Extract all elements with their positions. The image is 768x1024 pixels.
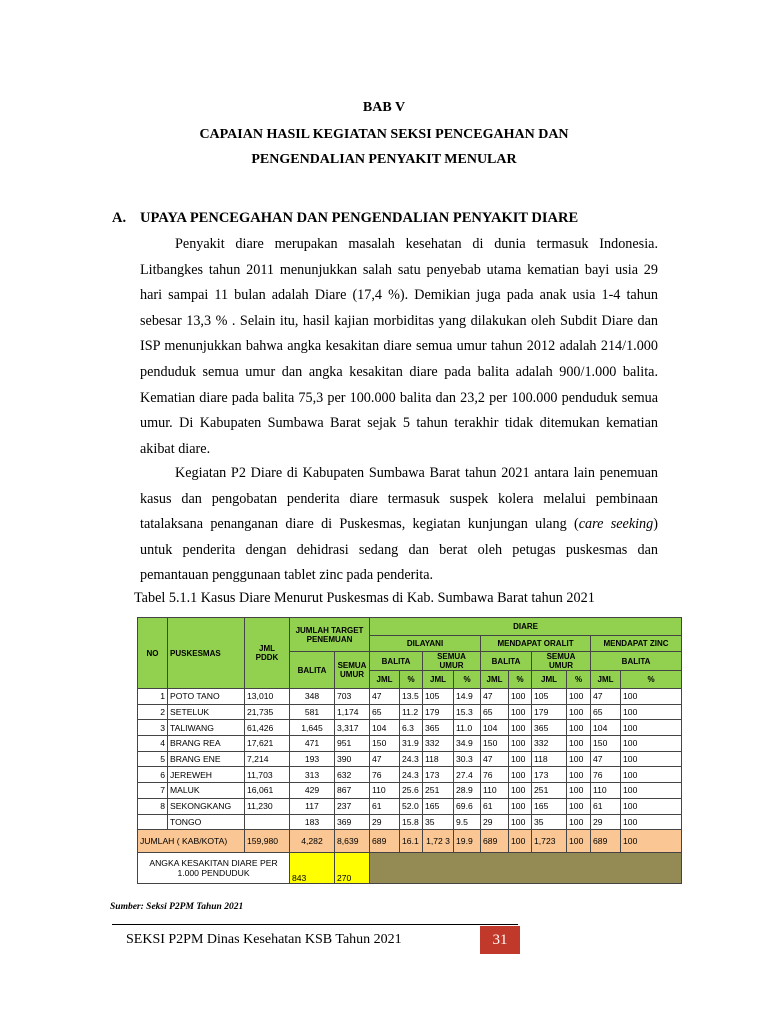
cell-zb: 110 (591, 783, 621, 799)
cell-pddk: 11,703 (245, 767, 290, 783)
cell-obp: 100 (509, 736, 532, 752)
col-diare: DIARE (370, 618, 682, 636)
oralit-semua: SEMUA UMUR (532, 652, 591, 671)
morbidity-row (138, 853, 682, 884)
sub-jml: JML (591, 671, 621, 689)
target-semua: SEMUA UMUR (335, 652, 370, 689)
total-pddk: 159,980 (245, 830, 290, 853)
cell-dsp: 11.0 (454, 720, 481, 736)
cell-ob: 29 (481, 814, 509, 830)
oralit-balita: BALITA (481, 652, 532, 671)
cell-db: 65 (370, 704, 400, 720)
cell-name: MALUK (168, 783, 245, 799)
cell-pddk: 13,010 (245, 689, 290, 705)
cell-name: BRANG ENE (168, 751, 245, 767)
cell-ob: 76 (481, 767, 509, 783)
cell-os: 35 (532, 814, 567, 830)
cell-zb: 150 (591, 736, 621, 752)
sub-pct: % (509, 671, 532, 689)
total-dsp: 19.9 (454, 830, 481, 853)
cell-ds: 251 (423, 783, 454, 799)
total-db: 689 (370, 830, 400, 853)
cell-ds: 173 (423, 767, 454, 783)
cell-dbp: 52.0 (400, 798, 423, 814)
cell-name: TONGO (168, 814, 245, 830)
cell-no: 2 (138, 704, 168, 720)
section-title: UPAYA PENCEGAHAN DAN PENGENDALIAN PENYAKIT DIARE (140, 210, 579, 226)
cell-zbp: 100 (621, 736, 682, 752)
cell-tb: 313 (290, 767, 335, 783)
table-row (138, 798, 682, 814)
dilayani-semua: SEMUA UMUR (423, 652, 481, 671)
col-zinc: MENDAPAT ZINC (591, 636, 682, 652)
cell-zb: 47 (591, 751, 621, 767)
cell-dbp: 13.5 (400, 689, 423, 705)
cell-name: JEREWEH (168, 767, 245, 783)
footer-divider (112, 924, 518, 925)
cell-tb: 429 (290, 783, 335, 799)
morbidity-label: ANGKA KESAKITAN DIARE PER 1.000 PENDUDUK (138, 853, 290, 884)
cell-ts: 390 (335, 751, 370, 767)
total-zb: 689 (591, 830, 621, 853)
cell-ts: 369 (335, 814, 370, 830)
col-no: NO (138, 618, 168, 689)
cell-no: 8 (138, 798, 168, 814)
cell-zb: 65 (591, 704, 621, 720)
cell-zbp: 100 (621, 720, 682, 736)
cell-db: 29 (370, 814, 400, 830)
cell-ds: 179 (423, 704, 454, 720)
cell-os: 173 (532, 767, 567, 783)
cell-dsp: 34.9 (454, 736, 481, 752)
cell-zbp: 100 (621, 751, 682, 767)
cell-name: POTO TANO (168, 689, 245, 705)
section-heading (112, 210, 578, 227)
cell-zb: 47 (591, 689, 621, 705)
cell-ds: 365 (423, 720, 454, 736)
sub-pct: % (621, 671, 682, 689)
total-obp: 100 (509, 830, 532, 853)
cell-no: 4 (138, 736, 168, 752)
cell-obp: 100 (509, 689, 532, 705)
col-jml-pddk: JML PDDK (245, 618, 290, 689)
total-ts: 8,639 (335, 830, 370, 853)
cell-os: 251 (532, 783, 567, 799)
cell-ob: 61 (481, 798, 509, 814)
cell-zbp: 100 (621, 767, 682, 783)
cell-no: 5 (138, 751, 168, 767)
total-osp: 100 (567, 830, 591, 853)
total-zbp: 100 (621, 830, 682, 853)
sub-jml: JML (423, 671, 454, 689)
col-oralit: MENDAPAT ORALIT (481, 636, 591, 652)
cell-ob: 110 (481, 783, 509, 799)
cell-no: 3 (138, 720, 168, 736)
col-target: JUMLAH TARGET PENEMUAN (290, 618, 370, 652)
cell-zb: 76 (591, 767, 621, 783)
cell-ob: 47 (481, 689, 509, 705)
cell-no: 7 (138, 783, 168, 799)
cell-dbp: 24.3 (400, 767, 423, 783)
table-row (138, 736, 682, 752)
cell-dsp: 27.4 (454, 767, 481, 783)
morbidity-semua: 270 (335, 853, 370, 884)
table-row (138, 751, 682, 767)
total-dbp: 16.1 (400, 830, 423, 853)
page-number: 31 (480, 926, 520, 954)
cell-dsp: 9.5 (454, 814, 481, 830)
cell-dbp: 11.2 (400, 704, 423, 720)
target-balita: BALITA (290, 652, 335, 689)
cell-os: 118 (532, 751, 567, 767)
total-ds: 1,72 3 (423, 830, 454, 853)
cell-osp: 100 (567, 704, 591, 720)
table-source: Sumber: Seksi P2PM Tahun 2021 (110, 902, 244, 912)
sub-jml: JML (532, 671, 567, 689)
total-os: 1,723 (532, 830, 567, 853)
cell-obp: 100 (509, 704, 532, 720)
cell-ds: 332 (423, 736, 454, 752)
cell-dsp: 30.3 (454, 751, 481, 767)
cell-obp: 100 (509, 720, 532, 736)
cell-dbp: 25.6 (400, 783, 423, 799)
total-tb: 4,282 (290, 830, 335, 853)
cell-pddk: 17,621 (245, 736, 290, 752)
cell-pddk (245, 814, 290, 830)
sub-pct: % (454, 671, 481, 689)
table-row (138, 783, 682, 799)
table-row (138, 767, 682, 783)
table-row (138, 704, 682, 720)
paragraph-1: Penyakit diare merupakan masalah kesehatan di dunia termasuk Indonesia. Litbangkes tahun 2011 menunjukkan salah satu penyebab utama kematian bayi usia 29 hari sampai 11 bulan adalah Diare (17,4 %). Demikian juga pada anak usia 1-4 tahun sebesar 13,3 % . Selain itu, hasil kajian morbiditas yang dilakukan oleh Subdit Diare dan ISP menunjukkan bahwa angka kesakitan diare semua umur tahun 2012 adalah 214/1.000 penduduk semua umur dan angka kesakitan diare pada balita adalah 900/1.000 balita. Kematian diare pada balita 75,3 per 100.000 balita dan 23,2 per 100.000 penduduk semua umur. Di Kabupaten Sumbawa Barat sejak 5 tahun terakhir tidak ditemukan kematian akibat diare. (140, 236, 658, 457)
cell-name: BRANG REA (168, 736, 245, 752)
cell-os: 165 (532, 798, 567, 814)
table-caption: Tabel 5.1.1 Kasus Diare Menurut Puskesmas di Kab. Sumbawa Barat tahun 2021 (134, 590, 595, 606)
cell-ds: 165 (423, 798, 454, 814)
cell-zb: 104 (591, 720, 621, 736)
cell-name: SETELUK (168, 704, 245, 720)
cell-db: 76 (370, 767, 400, 783)
cell-no (138, 814, 168, 830)
cell-ob: 104 (481, 720, 509, 736)
total-ob: 689 (481, 830, 509, 853)
cell-db: 61 (370, 798, 400, 814)
cell-pddk: 11,230 (245, 798, 290, 814)
cell-no: 1 (138, 689, 168, 705)
cell-db: 104 (370, 720, 400, 736)
cell-db: 150 (370, 736, 400, 752)
cell-osp: 100 (567, 814, 591, 830)
cell-tb: 471 (290, 736, 335, 752)
cell-pddk: 21,735 (245, 704, 290, 720)
cell-tb: 1,645 (290, 720, 335, 736)
cell-zbp: 100 (621, 783, 682, 799)
col-puskesmas: PUSKESMAS (168, 618, 245, 689)
zinc-balita: BALITA (591, 652, 682, 671)
cell-tb: 193 (290, 751, 335, 767)
cell-db: 110 (370, 783, 400, 799)
cell-dsp: 14.9 (454, 689, 481, 705)
morbidity-balita: 843 (290, 853, 335, 884)
cell-ts: 951 (335, 736, 370, 752)
cell-name: TALIWANG (168, 720, 245, 736)
cell-osp: 100 (567, 798, 591, 814)
cell-osp: 100 (567, 720, 591, 736)
morbidity-filler (370, 853, 682, 884)
paragraph-2: Kegiatan P2 Diare di Kabupaten Sumbawa Barat tahun 2021 antara lain penemuan kasus dan pengobatan penderita diare termasuk suspek kolera melalui pembinaan tatalaksana penanganan diare di Puskesmas, kegiatan kunjungan ulang (care seeking) untuk penderita dengan dehidrasi sedang dan berat oleh petugas puskesmas dan pemantauan penggunaan tablet zinc pada penderita. (140, 465, 658, 584)
total-row (138, 830, 682, 853)
cell-zb: 29 (591, 814, 621, 830)
cell-ts: 237 (335, 798, 370, 814)
sub-jml: JML (370, 671, 400, 689)
cell-dsp: 69.6 (454, 798, 481, 814)
dilayani-balita: BALITA (370, 652, 423, 671)
sub-pct: % (567, 671, 591, 689)
table-row (138, 720, 682, 736)
cell-osp: 100 (567, 783, 591, 799)
cell-ob: 150 (481, 736, 509, 752)
cell-os: 365 (532, 720, 567, 736)
col-dilayani: DILAYANI (370, 636, 481, 652)
cell-ds: 105 (423, 689, 454, 705)
cell-os: 105 (532, 689, 567, 705)
cell-zbp: 100 (621, 704, 682, 720)
cell-osp: 100 (567, 751, 591, 767)
care-seeking-term: care seeking (578, 516, 654, 533)
cell-pddk: 7,214 (245, 751, 290, 767)
cell-zb: 61 (591, 798, 621, 814)
cell-zbp: 100 (621, 798, 682, 814)
cell-pddk: 16,061 (245, 783, 290, 799)
cell-dbp: 15.8 (400, 814, 423, 830)
cell-tb: 183 (290, 814, 335, 830)
footer-text: SEKSI P2PM Dinas Kesehatan KSB Tahun 2021 (126, 932, 402, 947)
cell-ds: 35 (423, 814, 454, 830)
cell-ts: 867 (335, 783, 370, 799)
sub-jml: JML (481, 671, 509, 689)
cell-obp: 100 (509, 814, 532, 830)
title-line-1: CAPAIAN HASIL KEGIATAN SEKSI PENCEGAHAN DAN (199, 127, 569, 142)
cell-dbp: 6.3 (400, 720, 423, 736)
title-line-2: PENGENDALIAN PENYAKIT MENULAR (251, 152, 517, 167)
cell-dsp: 28.9 (454, 783, 481, 799)
cell-os: 179 (532, 704, 567, 720)
cell-obp: 100 (509, 783, 532, 799)
cell-db: 47 (370, 689, 400, 705)
diare-table (137, 617, 681, 901)
cell-tb: 348 (290, 689, 335, 705)
cell-dsp: 15.3 (454, 704, 481, 720)
cell-ob: 47 (481, 751, 509, 767)
cell-pddk: 61,426 (245, 720, 290, 736)
cell-obp: 100 (509, 767, 532, 783)
cell-ts: 1,174 (335, 704, 370, 720)
cell-ts: 3,317 (335, 720, 370, 736)
cell-tb: 581 (290, 704, 335, 720)
cell-osp: 100 (567, 689, 591, 705)
sub-pct: % (400, 671, 423, 689)
chapter-heading: BAB V (362, 100, 406, 115)
cell-dbp: 31.9 (400, 736, 423, 752)
cell-obp: 100 (509, 751, 532, 767)
cell-ts: 703 (335, 689, 370, 705)
section-letter: A. (112, 210, 127, 226)
cell-name: SEKONGKANG (168, 798, 245, 814)
cell-no: 6 (138, 767, 168, 783)
cell-zbp: 100 (621, 814, 682, 830)
cell-osp: 100 (567, 767, 591, 783)
table-row (138, 689, 682, 705)
cell-ob: 65 (481, 704, 509, 720)
cell-obp: 100 (509, 798, 532, 814)
cell-db: 47 (370, 751, 400, 767)
cell-tb: 117 (290, 798, 335, 814)
cell-zbp: 100 (621, 689, 682, 705)
cell-os: 332 (532, 736, 567, 752)
cell-ds: 118 (423, 751, 454, 767)
cell-ts: 632 (335, 767, 370, 783)
table-row (138, 814, 682, 830)
cell-dbp: 24.3 (400, 751, 423, 767)
cell-osp: 100 (567, 736, 591, 752)
total-label: JUMLAH ( KAB/KOTA) (138, 830, 245, 853)
